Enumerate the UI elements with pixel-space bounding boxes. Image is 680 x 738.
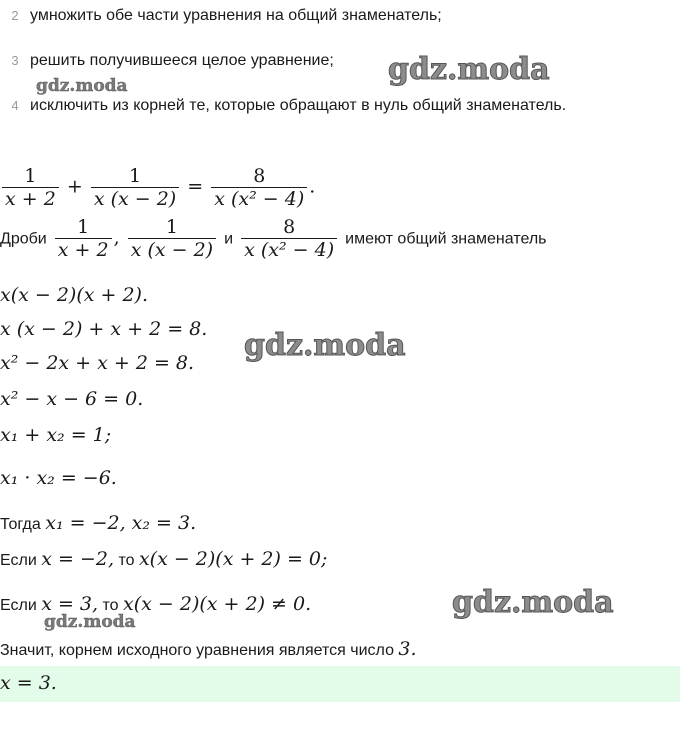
main-equation: $\frac{1}{x + 2}$ + $\frac{1}{x (x - 2)}$ = $\frac{8}{\text{x (x² − 4)}}$ .: [0, 165, 315, 210]
quadratic-equation: x² − x − 6 = 0.: [0, 388, 144, 410]
step-item: [0, 51, 334, 71]
step-number: 3: [11, 53, 19, 68]
common-denominator: x(x − 2)(x + 2).: [0, 284, 149, 306]
fraction: $\frac{8}{\text{x (x² − 4)}}$: [241, 216, 337, 261]
answer-box: [0, 666, 680, 702]
polynomial-equation: x² − 2x + x + 2 = 8.: [0, 352, 195, 374]
step-item: [0, 6, 442, 26]
roots-line: Тогда x₁ = −2, x₂ = 3.: [0, 512, 197, 534]
watermark: gdz.moda: [244, 328, 406, 363]
step-text: решить получившееся целое уравнение;: [30, 52, 334, 69]
step-text: умножить обе части уравнения на общий знаменатель;: [30, 7, 442, 24]
answer: x = 3.: [0, 672, 57, 694]
watermark: gdz.moda: [44, 612, 136, 632]
step-number: 2: [11, 8, 19, 23]
step-number: 4: [11, 98, 19, 113]
watermark: gdz.moda: [388, 52, 550, 87]
fraction: $\frac{1}{x + 2}$: [2, 165, 59, 210]
check-root-2: Если x = 3, то x(x − 2)(x + 2) ≠ 0.: [0, 593, 312, 615]
fraction: $\frac{1}{x (x - 2)}$: [91, 165, 179, 210]
conclusion: Значит, корнем исходного уравнения является число 3.: [0, 638, 417, 660]
step-item: [0, 96, 566, 116]
fraction: $\frac{1}{x (x - 2)}$: [128, 216, 216, 261]
step-text: исключить из корней те, которые обращают в нуль общий знаменатель.: [30, 97, 567, 114]
check-root-1: Если x = −2, то x(x − 2)(x + 2) = 0;: [0, 548, 328, 570]
watermark: gdz.moda: [452, 585, 614, 620]
fractions-line: Дроби $\frac{1}{x + 2}$ , $\frac{1}{x (x - 2)}$ и $\frac{8}{\text{x (x² − 4)}}$ имеют общий знаменатель: [0, 216, 547, 261]
expanded-equation: x (x − 2) + x + 2 = 8.: [0, 318, 208, 340]
watermark: gdz.moda: [36, 76, 128, 96]
fraction: $\frac{1}{x + 2}$: [55, 216, 112, 261]
fraction: $\frac{8}{\text{x (x² − 4)}}$: [211, 165, 307, 210]
vieta-sum: x₁ + x₂ = 1;: [0, 424, 112, 446]
vieta-product: x₁ · x₂ = −6.: [0, 467, 117, 489]
